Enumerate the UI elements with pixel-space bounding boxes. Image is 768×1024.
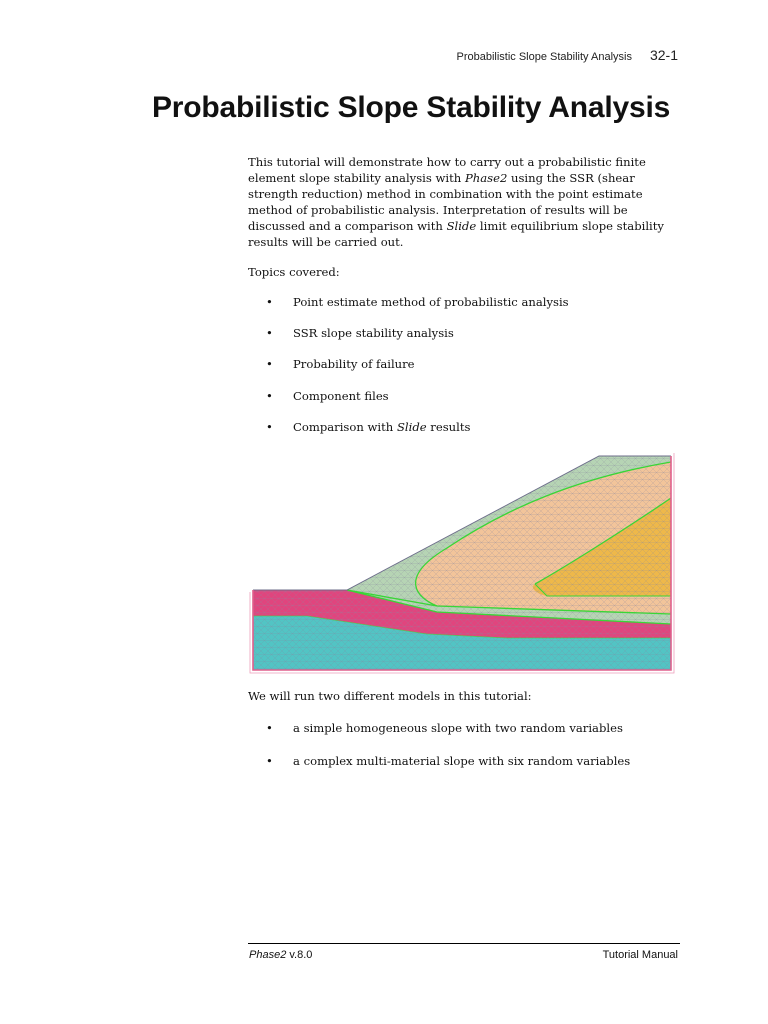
- models-intro: We will run two different models in this tutorial:: [248, 689, 532, 703]
- model-text: a complex multi-material slope with six random variables: [293, 754, 631, 768]
- topic-text: Point estimate method of probabilistic analysis: [293, 295, 569, 309]
- list-item: [266, 753, 630, 769]
- topic-text-prefix: Comparison with: [293, 419, 397, 434]
- slope-model-figure: [247, 448, 680, 676]
- intro-text-3: limit equilibrium slope stability results will be carried out.: [248, 219, 664, 249]
- footer-version-number: v.8.0: [286, 949, 313, 961]
- topic-slide-italic: Slide: [396, 419, 427, 434]
- topic-text: SSR slope stability analysis: [293, 326, 454, 341]
- topics-list: [266, 294, 569, 450]
- list-item: [266, 356, 569, 372]
- bullet-icon: •: [266, 326, 273, 341]
- topic-text: Probability of failure: [293, 357, 415, 372]
- model-text: a simple homogeneous slope with two random variables: [293, 721, 623, 735]
- topic-text: [293, 420, 470, 434]
- bullet-icon: •: [266, 388, 273, 403]
- topic-text: Component files: [293, 388, 389, 403]
- page-number: 32-1: [649, 47, 678, 63]
- bullet-icon: •: [266, 419, 273, 434]
- running-header: [456, 47, 678, 63]
- list-item: [266, 388, 569, 404]
- intro-text-1: This tutorial will demonstrate how to carry out a probabilistic finite element slope stability analysis with: [248, 155, 646, 185]
- footer-version: [249, 949, 312, 961]
- intro-paragraph: [248, 154, 668, 250]
- list-item: [266, 294, 569, 310]
- intro-slide-italic: Slide: [446, 219, 477, 233]
- running-title: Probabilistic Slope Stability Analysis: [456, 51, 632, 63]
- bullet-icon: •: [266, 754, 273, 768]
- list-item: [266, 720, 630, 736]
- bullet-icon: •: [266, 721, 273, 735]
- topic-text-suffix: results: [426, 419, 471, 434]
- bullet-icon: •: [266, 357, 273, 372]
- footer-rule: [248, 943, 680, 944]
- topics-label: Topics covered:: [248, 265, 340, 279]
- list-item: [266, 325, 569, 341]
- intro-phase2-italic: Phase2: [464, 171, 508, 185]
- footer-manual-title: Tutorial Manual: [602, 949, 678, 961]
- intro-text-2: using the SSR (shear strength reduction) method in combination with the point estimate method of probabilistic analysis. Interpretation of results will be discussed and a comparison with: [248, 171, 643, 233]
- footer-phase2-italic: Phase2: [249, 949, 287, 961]
- page-title: Probabilistic Slope Stability Analysis: [152, 91, 671, 124]
- models-list: [266, 720, 630, 786]
- bullet-icon: •: [266, 295, 273, 309]
- list-item: [266, 419, 569, 435]
